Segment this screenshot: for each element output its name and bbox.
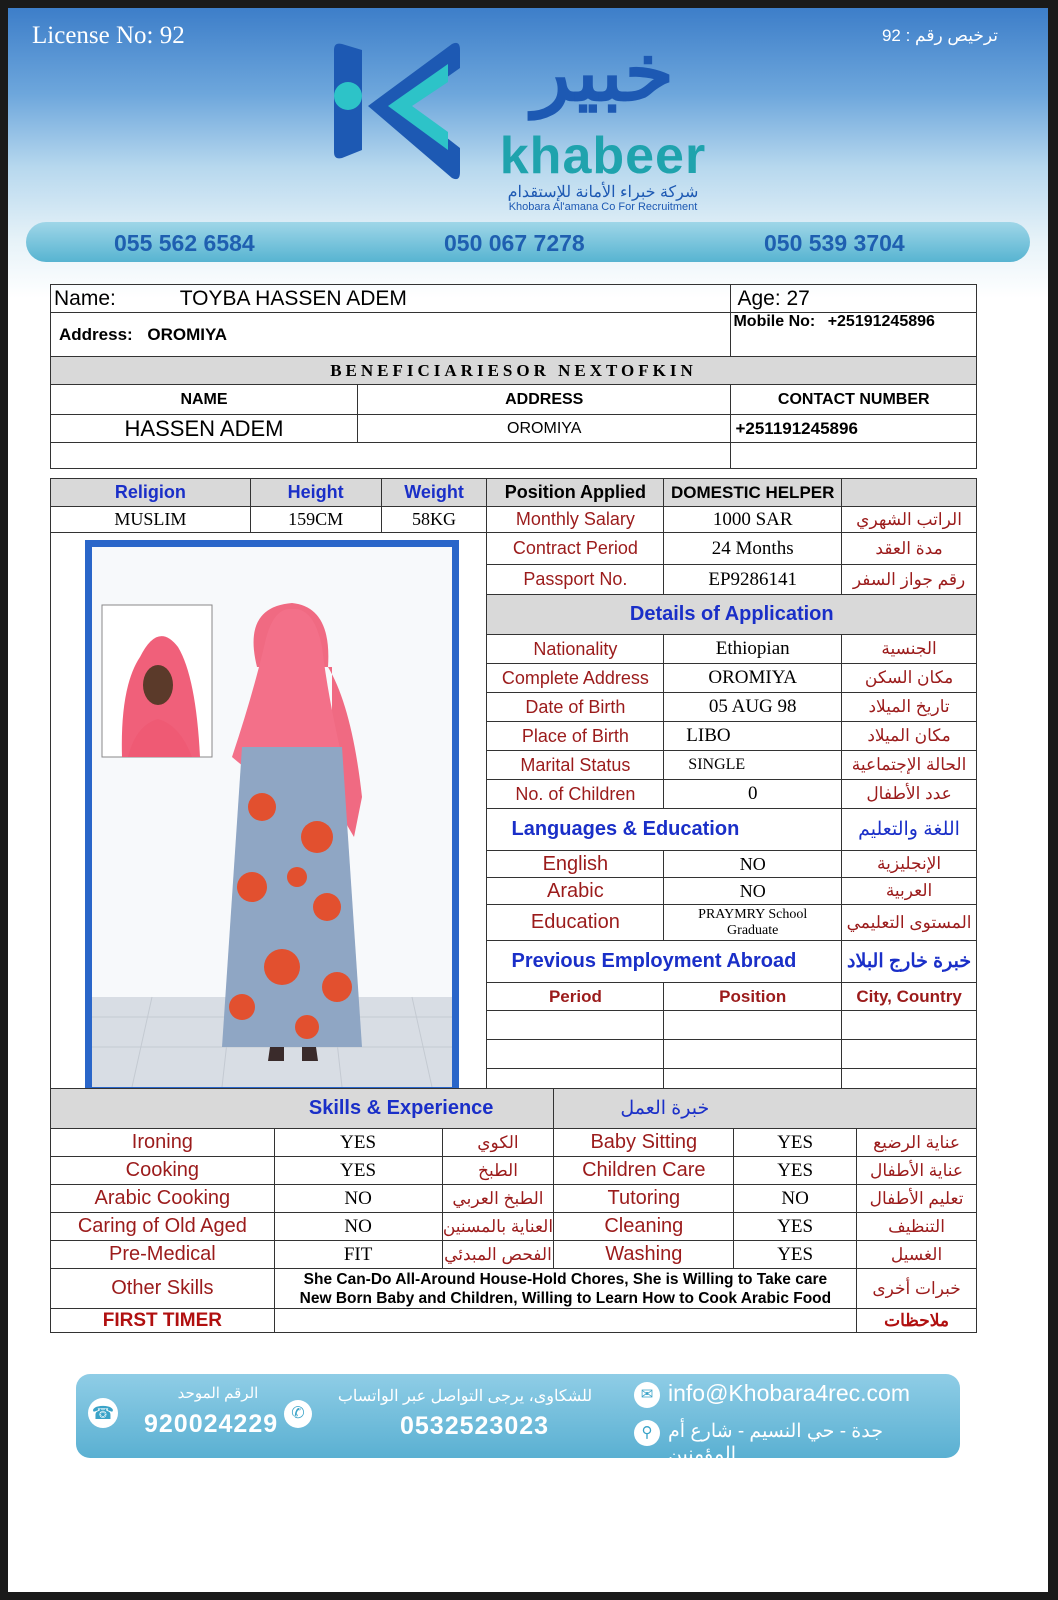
other-skills-line-1: She Can-Do All-Around House-Hold Chores, She is Willing to Take care [303,1270,828,1288]
employment-header-period: Period [487,983,664,1011]
skills-table [50,1088,977,1333]
detail-ar: الجنسية [842,635,977,664]
religion-value: MUSLIM [51,507,251,533]
skill-value: YES [734,1157,857,1185]
phone-number-2[interactable]: 050 067 7278 [444,230,585,256]
mobile-cell [731,313,977,357]
brand-name-en: khabeer [499,127,707,185]
brand-subtitle-en: Khobara Al'amana Co For Recruitment [508,201,698,213]
languages-title: Languages & Education [487,809,842,851]
detail-value: Ethiopian [664,635,842,664]
period-value: 24 Months [664,533,842,565]
name-cell [51,285,731,313]
other-skills-label: Other Skills [51,1269,275,1309]
whatsapp-number[interactable]: 0532523023 [400,1412,550,1440]
height-value: 159CM [250,507,381,533]
skill-label: Cleaning [554,1213,734,1241]
skill-label: Baby Sitting [554,1129,734,1157]
skill-value: NO [734,1185,857,1213]
contact-footer [76,1374,960,1465]
kin-section-title: BENEFICIARIESOR NEXTOFKIN [51,357,977,385]
detail-ar: تاريخ الميلاد [842,693,977,722]
license-ar: ترخيص رقم : 92 [881,26,998,45]
name-label: Name: [54,286,116,310]
detail-ar: عدد الأطفال [842,780,977,809]
header-banner [8,8,1048,298]
employment-cell [664,1011,842,1040]
detail-value: LIBO [664,722,842,751]
office-address: جدة - حي النسيم - شارع أم المؤمنين [668,1421,883,1465]
skill-label: Ironing [51,1129,275,1157]
unified-number-label: الرقم الموحد [177,1385,259,1402]
license-en: License No: 92 [32,22,185,49]
detail-value: 0 [664,780,842,809]
religion-label: Religion [51,479,251,507]
skill-label: Pre-Medical [51,1241,275,1269]
address-label: Address: [59,324,133,344]
skill-value: NO [274,1213,442,1241]
education-ar: المستوى التعليمي [842,905,977,941]
employment-header-position: Position [664,983,842,1011]
education-value [664,905,842,941]
passport-ar: رقم جواز السفر [842,565,977,595]
skill-value: YES [274,1157,442,1185]
skill-ar: الطبخ [442,1157,554,1185]
kin-empty-cell [731,443,977,469]
kin-empty-cell [51,443,731,469]
salary-label: Monthly Salary [487,507,664,533]
detail-label: Marital Status [487,751,664,780]
arabic-value: NO [664,878,842,905]
unified-number[interactable]: 920024229 [144,1410,279,1438]
employment-cell [664,1040,842,1069]
salary-ar: الراتب الشهري [842,507,977,533]
other-skills-ar: خبرات أخرى [857,1269,977,1309]
whatsapp-icon: ✆ [284,1400,312,1428]
skill-label: Children Care [554,1157,734,1185]
complaints-label: للشكاوى، يرجى التواصل عبر الواتساب [337,1388,593,1405]
other-skills-line-2: New Born Baby and Children, Willing to Learn How to Cook Arabic Food [299,1289,832,1307]
mail-icon: ✉ [634,1382,660,1408]
khabeer-logo-icon [328,32,468,192]
detail-ar: الحالة الإجتماعية [842,751,977,780]
kin-header-contact: CONTACT NUMBER [731,385,977,415]
kin-contact: +251191245896 [731,415,977,443]
skill-value: YES [734,1129,857,1157]
location-pin-icon: ⚲ [634,1420,660,1446]
employment-cell [487,1040,664,1069]
weight-value: 58KG [381,507,487,533]
english-ar: الإنجليزية [842,851,977,878]
skill-value: NO [274,1185,442,1213]
english-value: NO [664,851,842,878]
education-line-2: Graduate [727,922,779,938]
skills-title: Skills & Experience [51,1089,554,1129]
remarks-ar: ملاحظات [857,1309,977,1333]
address-value: OROMIYA [147,324,228,344]
skill-ar: الفحص المبدئي [442,1241,554,1269]
passport-value: EP9286141 [664,565,842,595]
skill-ar: الكوي [442,1129,554,1157]
arabic-label: Arabic [487,878,664,905]
phone-number-1[interactable]: 055 562 6584 [114,230,255,256]
mobile-label: Mobile No: [733,313,816,330]
salary-value: 1000 SAR [664,507,842,533]
position-value: DOMESTIC HELPER [664,479,842,507]
brand-subtitle-ar: شركة خبراء الأمانة للإستقدام [507,184,699,201]
mobile-value: +25191245896 [827,313,935,330]
detail-label: Date of Birth [487,693,664,722]
skill-label: Arabic Cooking [51,1185,275,1213]
detail-value: SINGLE [664,751,842,780]
detail-ar: مكان السكن [842,664,977,693]
kin-header-name: NAME [51,385,358,415]
skill-value: FIT [274,1241,442,1269]
skill-label: Cooking [51,1157,275,1185]
arabic-ar: العربية [842,878,977,905]
personal-info-table [50,284,977,469]
age-value: Age: 27 [731,285,977,313]
kin-address: OROMIYA [358,415,731,443]
skill-value: YES [734,1241,857,1269]
weight-label: Weight [381,479,487,507]
languages-title-ar: اللغة والتعليم [842,809,977,851]
details-title: Details of Application [487,595,977,635]
skill-ar: عناية الرضيع [857,1129,977,1157]
brand-name-ar: خبير [532,28,674,117]
cv-page [8,8,1048,1592]
kin-name: HASSEN ADEM [51,415,358,443]
employment-cell [842,1011,977,1040]
phone-icon: ☎ [88,1398,118,1428]
remarks-value: FIRST TIMER [51,1309,275,1333]
remarks-empty [274,1309,856,1333]
name-value: TOYBA HASSEN ADEM [179,286,407,310]
kin-header-address: ADDRESS [358,385,731,415]
height-label: Height [250,479,381,507]
position-empty [842,479,977,507]
employment-cell [842,1040,977,1069]
email-address[interactable]: info@Khobara4rec.com [668,1380,910,1406]
skills-title-ar: خبرة العمل [554,1089,977,1129]
skill-ar: تعليم الأطفال [857,1185,977,1213]
position-label: Position Applied [487,479,664,507]
employment-cell [487,1011,664,1040]
skill-value: YES [734,1213,857,1241]
detail-label: Place of Birth [487,722,664,751]
phone-number-3[interactable]: 050 539 3704 [764,230,905,256]
candidate-photo-image [92,547,452,1087]
address-cell [51,313,731,357]
education-label: Education [487,905,664,941]
detail-value: 05 AUG 98 [664,693,842,722]
detail-label: Complete Address [487,664,664,693]
detail-ar: مكان الميلاد [842,722,977,751]
detail-label: No. of Children [487,780,664,809]
skill-ar: الغسيل [857,1241,977,1269]
employment-header-city: City, Country [842,983,977,1011]
detail-value: OROMIYA [664,664,842,693]
skill-ar: عناية الأطفال [857,1157,977,1185]
skill-label: Washing [554,1241,734,1269]
skill-label: Caring of Old Aged [51,1213,275,1241]
employment-title-ar: خبرة خارج البلاد [842,941,977,983]
skill-ar: العناية بالمسنين [442,1213,554,1241]
other-skills-text [274,1269,856,1309]
skill-label: Tutoring [554,1185,734,1213]
employment-title: Previous Employment Abroad [487,941,842,983]
period-ar: مدة العقد [842,533,977,565]
skill-ar: التنظيف [857,1213,977,1241]
candidate-photo [85,540,459,1094]
skill-ar: الطبخ العربي [442,1185,554,1213]
detail-label: Nationality [487,635,664,664]
passport-label: Passport No. [487,565,664,595]
english-label: English [487,851,664,878]
education-line-1: PRAYMRY School [698,906,808,922]
skill-value: YES [274,1129,442,1157]
period-label: Contract Period [487,533,664,565]
